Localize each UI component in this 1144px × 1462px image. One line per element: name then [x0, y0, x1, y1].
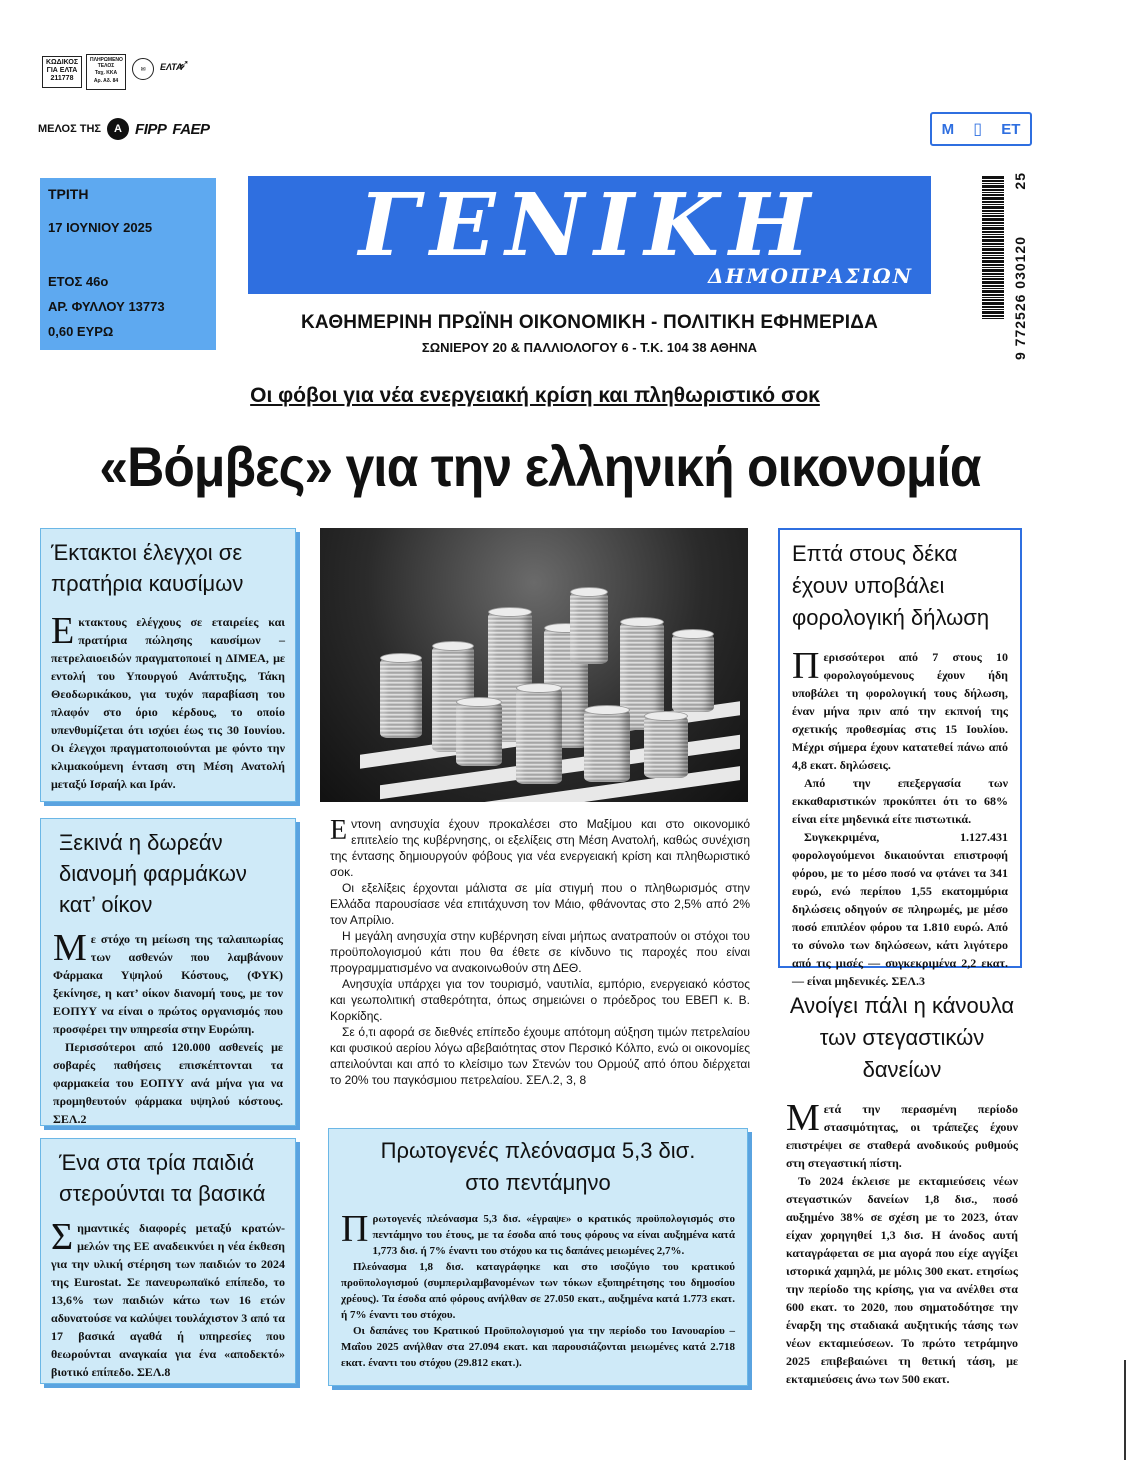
left-story-3-body [51, 1216, 285, 1381]
met-right: ΕΤ [1001, 120, 1021, 138]
right-story-2-text: ετά την περασμένη περίοδο στασιμότητας, οι τράπεζες έχουν επιστρέψει σε σταθερά ανοδικούς ρυθμούς στη στεγαστική πίστη. [786, 1102, 1018, 1170]
elta-logo: ΕΛΤΑ [160, 62, 183, 72]
masthead [248, 176, 931, 294]
left-story-2-text: ε στόχο τη μείωση της ταλαιπωρίας των ασθενών που λαμβάνουν Φάρμακα Υψηλού Κόστους, (ΦΥΚ) ξεκίνησε, η κατ’ οίκον διανομή τους, με τον ΕΟΠΥΥ να είναι ο πρώτος οργανισμός που προσφέρει την υπηρεσία στην Ευρώπη. [53, 932, 283, 1036]
fipp-logo-icon: A [107, 118, 129, 140]
coin-stack [584, 710, 630, 782]
coin-stack [456, 702, 502, 766]
left-story-1-body [51, 610, 285, 793]
masthead-tagline: ΚΑΘΗΜΕΡΙΝΗ ΠΡΩΪΝΗ ΟΙΚΟΝΟΜΙΚΗ - ΠΟΛΙΤΙΚΗ ΕΦΗΜΕΡΙΔΑ [300, 312, 879, 333]
right-story-2 [786, 990, 1018, 1388]
scan-edge [1124, 1360, 1126, 1460]
right-story-2-title: Ανοίγει πάλι η κάνουλα των στεγαστικών δανείων [789, 993, 1015, 1082]
postal-code-value: 211778 [50, 75, 74, 82]
left-story-3 [40, 1138, 296, 1384]
dateline-year: ΕΤΟΣ 46ο [48, 274, 109, 289]
lead-body [330, 816, 750, 1088]
barcode-digits: 9 772526 030120 [1012, 236, 1028, 360]
prepaid-office: Ταχ. ΚΚΑ [94, 70, 118, 76]
left-story-3-dropcap: Σ [51, 1216, 74, 1258]
postal-code-label: ΚΩΔΙΚΟΣ ΓΙΑ ΕΛΤΑ [46, 59, 79, 74]
right-story-2-text-2: Το 2024 έκλεισε με εκταμιεύσεις νέων στεγαστικών δανείων 1,8 δισ., ποσό αυξημένο 38% σε σχέση με το 2023, όταν είχαν χορηγηθεί 1,3 δισ. Η άνοδος αυτή καταγράφεται σε μια αγορά που είχε αγγίξει ιστορικά χαμηλά, με μόλις 300 εκατ. ετησίως την περίοδο της κρίσης, για να ανέλθει στα 600 εκατ. το 2020, που σηματοδότησε την έναρξη της σταδιακά αυξητικής τάσης των νέων εκταμιεύσεων. Το πρώτο τετράμηνο 2025 επιβεβαιώνει τη θετική τάση, με εκταμιεύσεις άνω των 500 εκατ. [786, 1174, 1018, 1386]
masthead-address: ΣΩΝΙΕΡΟΥ 20 & ΠΑΛΛΙΟΛΟΓΟΥ 6 - Τ.Κ. 104 38 ΑΘΗΝΑ [421, 340, 758, 355]
left-story-1-dropcap: Ε [51, 610, 75, 652]
left-story-2-dropcap: Μ [53, 927, 87, 969]
dateline-day: ΤΡΙΤΗ [48, 186, 89, 202]
right-story-1-title: Επτά στους δέκα έχουν υποβάλει φορολογική δήλωση [792, 541, 990, 630]
member-line [38, 118, 210, 140]
center-story-title: Πρωτογενές πλεόνασμα 5,3 δισ. στο πεντάμηνο [380, 1138, 696, 1195]
barcode [982, 176, 1004, 356]
left-story-2 [40, 818, 296, 1126]
postal-code-box [42, 56, 82, 88]
coins-photo [320, 528, 748, 802]
right-story-2-body [786, 1097, 1018, 1388]
lead-p1: ντονη ανησυχία έχουν προκαλέσει στο Μαξίμου και στο οικονομικό επιτελείο της κυβέρνησης, οι εξελίξεις στη Μέση Ανατολή, καθώς συνέχιση της έντασης δημιουργούν φόβους για νέα ενεργειακή κρίση και πληθωριστικό σοκ. [330, 817, 750, 879]
coin-stack [672, 634, 714, 712]
faep-logo: FAEP [172, 120, 210, 138]
center-story [328, 1128, 748, 1386]
right-story-1-text: ερισσότεροι από 7 στους 10 φορολογούμενους έχουν ήδη υποβάλει τη φορολογική τους δήλωση, έναν μήνα πριν από την εκπνοή της σχετικής προθεσμίας στις 15 Ιουλίου. Μέχρι σήμερα έχουν κατατεθεί πάνω από 4,8 εκατ. δηλώσεις. [792, 650, 1008, 772]
masthead-subtitle: ΔΗΜΟΠΡΑΣΙΩΝ [707, 264, 913, 288]
prepaid-number: Αρ. Αδ. 84 [93, 78, 119, 84]
coin-stack [644, 716, 688, 778]
center-story-p1: ρωτογενές πλεόνασμα 5,3 δισ. «έγραψε» ο κρατικός προϋπολογισμός στο πεντάμηνο του έτους, με τα έσοδα από τους φόρους να είναι αυξημένα κατά 1,773 δισ. ή 7% έναντι του στόχου κα τις δαπάνες μειωμένες 2,7%. [372, 1213, 735, 1257]
right-story-1-dropcap: Π [792, 645, 820, 687]
lead-headline: «Βόμβες» για την ελληνική οικονομία [99, 435, 981, 498]
left-story-2-title: Ξεκινά η δωρεάν διανομή φαρμάκων κατ’ οίκον [59, 830, 247, 917]
prepaid-label: ΠΛΗΡΩΜΕΝΟ ΤΕΛΟΣ [90, 57, 123, 69]
right-story-1 [778, 528, 1022, 988]
member-label: ΜΕΛΟΣ ΤΗΣ [38, 123, 102, 135]
left-story-3-title: Ένα στα τρία παιδιά στερούνται τα βασικά [59, 1150, 266, 1206]
dateline-issue: ΑΡ. ΦΥΛΛΟΥ 13773 [48, 299, 165, 314]
left-story-1-text: κτακτους ελέγχους σε εταιρείες και πρατήρια πώλησης καυσίμων – πετρελαιοειδών πραγματοποιεί η ΔΙΜΕΑ, με εντολή του Υπουργού Ανάπτυξης, Τάκη Θεοδωρικάκου, για τυχόν παραβίαση του πλαφόν στο όριο κέρδους, το οποίο υπενθυμίζεται ότι ισχύει έως τις 30 Ιουνίου. Οι έλεγχοι πραγματοποιούνται με φόντο την κλιμακούμενη ένταση στη Μέση Ανατολή μεταξύ Ισραήλ και Ιράν. [51, 615, 285, 791]
lead-dropcap: Ε [330, 815, 348, 846]
right-story-2-dropcap: Μ [786, 1097, 820, 1139]
dateline-box [40, 178, 216, 350]
met-badge [930, 112, 1032, 146]
barcode-addon: 25 [1012, 172, 1028, 190]
coin-stack [516, 688, 562, 784]
left-story-2-text-2: Περισσότεροι από 120.000 ασθενείς με σοβαρές παθήσεις επισκέπτονται τα φαρμακεία του ΕΟΠΥΥ ανά μήνα για να προμηθευτούν φάρμακα υψηλού κόστους. ΣΕΛ.2 [53, 1040, 283, 1126]
left-story-1-title: Έκτακτοι έλεγχοι σε πρατήρια καυσίμων [51, 540, 244, 596]
lead-p5: Σε ό,τι αφορά σε διεθνές επίπεδο έχουμε απότομη αύξηση τιμών πετρελαίου και φυσικού αερίου λόγω αβεβαιότητας στον Περσικό Κόλπο, ενώ οι οικονομίες απειλούνται και από το κλείσιμο των Στενών του Ορμούζ από όπου διέρχεται το 20% του παγκόσμιου πετρελαίου. ΣΕΛ.2, 3, 8 [330, 1025, 750, 1087]
center-story-dropcap: Π [341, 1208, 369, 1250]
masthead-title: ΓΕΝΙΚΗ [358, 175, 821, 276]
elta-bird-icon: ➶ [178, 56, 190, 72]
lead-kicker: Οι φόβοι για νέα ενεργειακή κρίση και πληθωριστικό σοκ [250, 384, 820, 407]
coin-stack [380, 658, 422, 738]
left-story-2-body [53, 927, 283, 1128]
lead-p3: Η μεγάλη ανησυχία στην κυβέρνηση είναι μήπως ανατραπούν οι στόχοι του προϋπολογισμού κάτι που θα έθετε σε κίνδυνο τις παροχές που είναι προγραμματισμένο να ανακοινωθούν στη ΔΕΘ. [330, 929, 750, 975]
dateline-price: 0,60 ΕΥΡΩ [48, 324, 114, 339]
center-story-p2: Πλεόνασμα 1,8 δισ. καταγράφηκε και στο ισοζύγιο του κρατικού προϋπολογισμού (συμπεριλαμβανομένων των τόκων εξυπηρέτησης του δημοσίου χρέους). Τα έσοδα από φόρους ανήλθαν σε 27.050 εκατ., αυξημένα κατά 1.773 εκατ. ή 7% έναντι του στόχου. [341, 1261, 735, 1321]
book-icon: ▯ [973, 121, 983, 138]
center-story-p3: Οι δαπάνες του Κρατικού Προϋπολογισμού για την περίοδο του Ιανουαρίου – Μαΐου 2025 ανήλθαν στα 27.094 εκατ. και παρουσιάζονται μειωμένες κατά 2.718 εκατ. έναντι του στόχου (29.812 εκατ.). [341, 1325, 735, 1369]
left-story-3-text: ημαντικές διαφορές μεταξύ κρατών-μελών της ΕΕ αναδεικνύει η νέα έκθεση για την υλική στέρηση των παιδιών το 2024 της Eurostat. Σε πανευρωπαϊκό επίπεδο, το 13,6% των παιδιών κάτω των 16 ετών αδυνατούσε να καλύψει τουλάχιστον 3 από τα 17 βασικά αγαθά ή υπηρεσίες που θεωρούνται αναγκαία για ένα «αποδεκτό» βιοτικό επίπεδο. ΣΕΛ.8 [51, 1221, 285, 1379]
right-story-1-text-3: Συγκεκριμένα, 1.127.431 φορολογούμενοι δικαιούνται επιστροφή φόρου, με το μέσο ποσό να φτάνει τα 341 ευρώ, ενώ περίπου 1,55 εκατομμύρια δηλώσεις οδηγούν σε πληρωμές, με μέσο ποσό επιπλέον φόρου τα 1.810 ευρώ. Από το σύνολο των δηλώσεων, κάτι λιγότερο από τις μισές — συγκεκριμένα 2,2 εκατ. — είναι μηδενικές. ΣΕΛ.3 [792, 830, 1008, 988]
fipp-logo: FIPP [135, 120, 167, 138]
met-left: Μ [941, 120, 955, 138]
center-story-body [341, 1208, 735, 1371]
left-story-1 [40, 528, 296, 802]
lead-p2: Οι εξελίξεις έρχονται μάλιστα σε μία στιγμή που ο πληθωρισμός στην Ελλάδα παρουσίασε νέα επιτάχυνση τον Μάιο, φθάνοντας στο 2,5% από 2% τον Απρίλιο. [330, 881, 750, 927]
lead-p4: Ανησυχία υπάρχει για τον τουρισμό, ναυτιλία, εμπόριο, ενεργειακό κόστος και γεωπολιτική σταθερότητα, όπως σημειώνει ο πρόεδρος του ΕΒΕΠ κ. Β. Κορκίδης. [330, 977, 750, 1023]
coin-stack [570, 592, 608, 664]
postal-seal-icon: ✉ [132, 58, 154, 80]
right-story-1-text-2: Από την επεξεργασία των εκκαθαριστικών προκύπτει ότι το 68% είναι είτε μηδενικά είτε πιστωτικά. [792, 776, 1008, 826]
prepaid-box [86, 54, 126, 90]
right-story-1-body [792, 645, 1008, 990]
dateline-date: 17 ΙΟΥΝΙΟΥ 2025 [48, 220, 153, 235]
